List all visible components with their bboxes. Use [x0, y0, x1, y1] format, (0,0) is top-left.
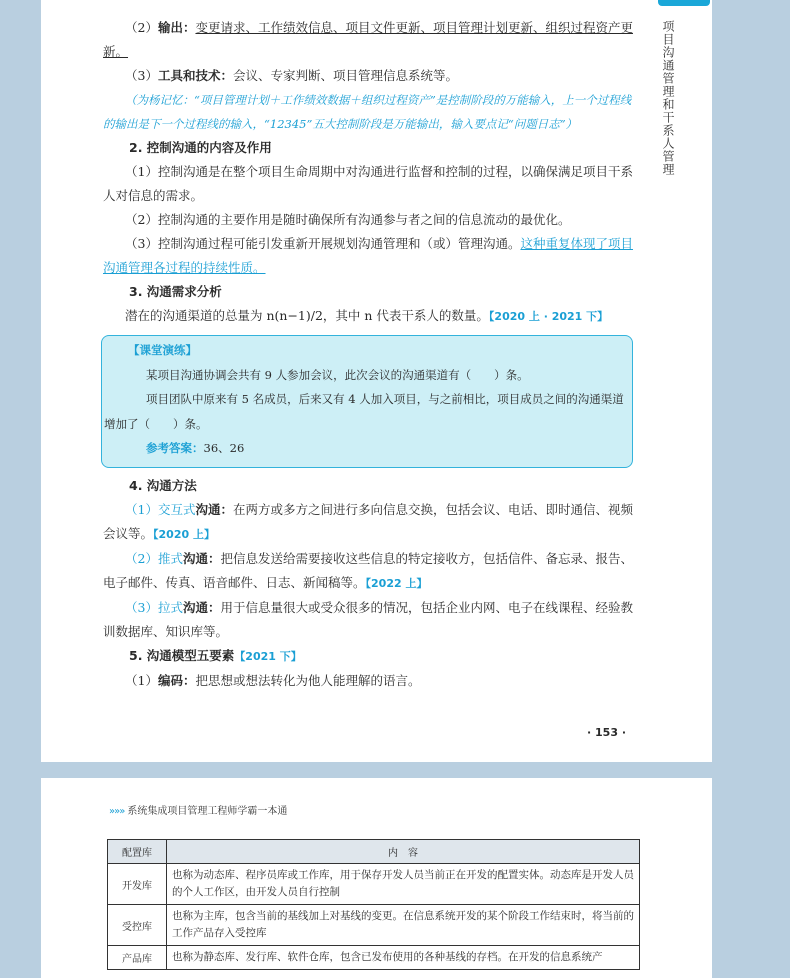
table-row: [108, 864, 640, 905]
exam-tag: 【2022 上】: [365, 576, 428, 590]
section-4-heading: 4. 沟通方法: [129, 477, 197, 493]
exercise-question-1: 某项目沟通协调会共有 9 人参加会议，此次会议的沟通渠道有（ ）条。: [146, 367, 529, 382]
tools-paragraph: （3）工具和技术：会议、专家判断、项目管理信息系统等。: [125, 68, 458, 83]
memory-note: （为杨记忆：“项目管理计划＋工作绩效数据＋组织过程资产”是控制阶段的万能输入，上一个过程线的输出是下一个过程线的输入，“12345”五大控制阶段是万能输出，输入要点记“问题日志”）: [103, 93, 632, 131]
method-push: （2）推式沟通：把信息发送给需要接收这些信息的特定接收方，包括信件、备忘录、报告、电子邮件、传真、语音邮件、日志、新闻稿等。【2022 上】: [103, 550, 633, 590]
section-2-paragraph-2: （2）控制沟通的主要作用是随时确保所有沟通参与者之间的信息流动的最优化。: [125, 212, 571, 227]
chapter-tab: [658, 0, 710, 6]
arrows-icon: »»»: [109, 806, 125, 817]
method-interactive: （1）交互式沟通：在两方或多方之间进行多向信息交换，包括会议、电话、即时通信、视频会议等。【2020 上】: [103, 501, 633, 541]
exercise-question-2: 项目团队中原来有 5 名成员，后来又有 4 人加入项目，与之前相比，项目成员之间的沟通渠道增加了（ ）条。: [104, 392, 624, 431]
table-cell-desc: 也称为静态库、发行库、软件仓库，包含已发布使用的各种基线的存档。在开发的信息系统产: [167, 946, 640, 970]
section-2-paragraph-3: （3）控制沟通过程可能引发重新开展规划沟通管理和（或）管理沟通。这种重复体现了项目沟通管理各过程的持续性质。: [103, 236, 633, 275]
page-number: · 153 ·: [587, 726, 626, 739]
section-3-paragraph: 潜在的沟通渠道的总量为 n(n−1)/2，其中 n 代表干系人的数量。【2020 上 · 2021 下】: [125, 308, 609, 323]
running-head: »»» 系统集成项目管理工程师学霸一本通: [109, 806, 288, 817]
book-page-next: [41, 778, 712, 978]
table-row: [108, 905, 640, 946]
table-cell-desc: 也称为主库，包含当前的基线加上对基线的变更。在信息系统开发的某个阶段工作结束时，将当前的工作产品存入受控库: [167, 905, 640, 946]
exercise-answer: 参考答案：36、26: [146, 441, 245, 455]
method-pull: （3）拉式沟通：用于信息量很大或受众很多的情况，包括企业内网、电子在线课程、经验教训数据库、知识库等。: [103, 599, 633, 639]
book-page-153: [41, 0, 712, 762]
table-cell-lib: 产品库: [108, 946, 167, 970]
table-header: 配置库: [108, 840, 167, 864]
exercise-title: 【课堂演练】: [128, 343, 197, 357]
classroom-exercise-box: [101, 335, 633, 468]
section-2-heading: 2. 控制沟通的内容及作用: [129, 140, 272, 155]
exam-tag: 【2021 下】: [234, 649, 302, 663]
exam-tag: 【2020 上 · 2021 下】: [488, 310, 609, 323]
chapter-side-label: 项目沟通管理和干系人管理: [661, 20, 675, 176]
exam-tag: 【2020 上】: [153, 527, 215, 541]
table-row: [108, 946, 640, 970]
table-header-row: [108, 840, 640, 864]
page-content: [103, 16, 633, 693]
table-cell-desc: 也称为动态库、程序员库或工作库，用于保存开发人员当前正在开发的配置实体。动态库是开发人员的个人工作区，由开发人员自行控制: [167, 864, 640, 905]
section-3-heading: 3. 沟通需求分析: [129, 284, 222, 299]
section-2-paragraph-1: （1）控制沟通是在整个项目生命周期中对沟通进行监督和控制的过程，以确保满足项目干系人对信息的需求。: [103, 164, 633, 203]
output-paragraph: （2）输出：变更请求、工作绩效信息、项目文件更新、项目管理计划更新、组织过程资产更新。: [103, 20, 633, 59]
section-5-heading: 5. 沟通模型五要素【2021 下】: [129, 647, 302, 663]
table-cell-lib: 受控库: [108, 905, 167, 946]
section-5-paragraph: （1）编码：把思想或想法转化为他人能理解的语言。: [125, 672, 421, 688]
table-header: 内 容: [167, 840, 640, 864]
table-cell-lib: 开发库: [108, 864, 167, 905]
config-library-table: [107, 839, 640, 970]
